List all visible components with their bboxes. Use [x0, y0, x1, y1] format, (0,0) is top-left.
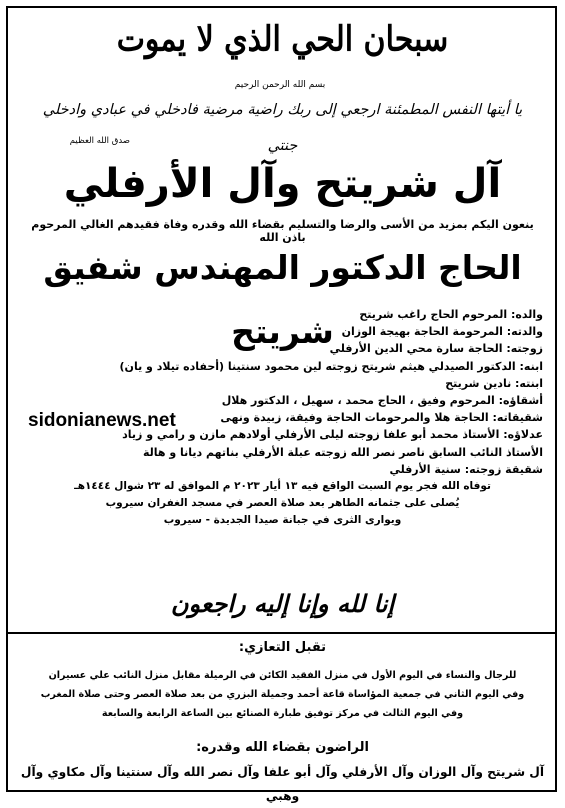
condolences-title: تقبل التعازي:: [238, 640, 327, 655]
basmala: بسم الله الرحمن الرحيم: [234, 80, 326, 90]
divider: [6, 632, 557, 634]
relative-line: ابنته: نادين شريتح: [445, 376, 543, 390]
funeral-line: توفاه الله فجر يوم السبت الواقع فيه ١٣ أيار ٢٠٢٣ م الموافق له ٢٣ شوال ١٤٤٤هـ: [74, 480, 491, 492]
footer-families: آل شريتح وآل الوزان وآل الأرفلي وآل أبو علفا وآل نصر الله وآل سنتينا وآل مكاوي وآل وهبي: [20, 765, 545, 803]
relative-line: زوجته: الحاجة سارة محي الدين الأرفلي: [329, 342, 543, 356]
relative-line: والده: المرحوم الحاج راغب شريتح: [359, 308, 543, 321]
quran-verse: يا أيتها النفس المطمئنة ارجعي إلى ربك راضية مرضية فادخلي في عبادي وادخلي جنتي: [42, 102, 523, 154]
condolence-line: وفي اليوم الثالث في مركز توفيق طبارة الصنائع بين الساعة الرابعة والسابعة: [101, 708, 464, 719]
funeral-info: [30, 478, 535, 529]
relative-line: شقيقة زوجته: سنية الأرفلي: [389, 462, 543, 476]
funeral-line: يُصلى على جثمانه الطاهر بعد صلاة العصر في مسجد الغفران سيروب: [105, 497, 460, 509]
condolence-line: للرجال والنساء في اليوم الأول في منزل الفقيد الكائن في الرميلة مقابل منزل النائب علي عسيران: [48, 670, 517, 681]
relative-line: والدته: المرحومة الحاجة بهيجة الوزان: [341, 325, 543, 339]
condolences-list: [18, 666, 547, 723]
relative-line: شقيقاته: الحاجة هلا والمرحومات الحاجة وفيقة، زبيدة ونهى: [220, 411, 543, 425]
relative-line: الأستاذ النائب السابق ناصر نصر الله زوجته عبلة الأرفلي بناتهم ديانا و هالة: [142, 445, 543, 459]
relative-line: ابنه: الدكتور الصيدلي هيثم شريتح زوجته لين محمود سنتينا (أحفاده تيلاد و يان): [119, 359, 543, 373]
watermark: sidonianews.net: [28, 410, 176, 431]
funeral-line: ويوارى الثرى في جبانة صيدا الجديدة - سيروب: [163, 514, 402, 526]
deceased-name: الحاج الدكتور المهندس شفيق شريتح: [43, 248, 522, 351]
announcement: ينعون اليكم بمزيد من الأسى والرضا والتسليم بقضاء الله وقدره وفاة فقيدهم الغالي المرحوم باذن الله: [31, 218, 534, 244]
families-title: آل شريتح وآل الأرفلي: [63, 161, 502, 207]
relatives-list: [23, 306, 543, 478]
calligraphy-title: سبحان الحي الذي لا يموت: [116, 19, 449, 60]
inna-lillah-calligraphy: إنا لله وإنا إليه راجعون: [170, 589, 395, 618]
verse-end: صدق الله العظيم: [69, 136, 130, 146]
condolence-line: وفي اليوم الثاني في جمعية المؤاساة قاعة أحمد وجميلة البزري من بعد صلاة العصر وحتى صلاة المغرب: [40, 689, 525, 700]
relative-line: عدلاؤه: الأستاذ محمد أبو علفا زوجته ليلى الأرفلي أولادهم مازن و رامي و زياد: [122, 428, 543, 442]
relative-line: أشقاؤه: المرحوم وفيق ، الحاج محمد ، سهيل ، الدكتور هلال: [221, 394, 543, 408]
footer-title: الراضون بقضاء الله وقدره:: [196, 740, 369, 755]
